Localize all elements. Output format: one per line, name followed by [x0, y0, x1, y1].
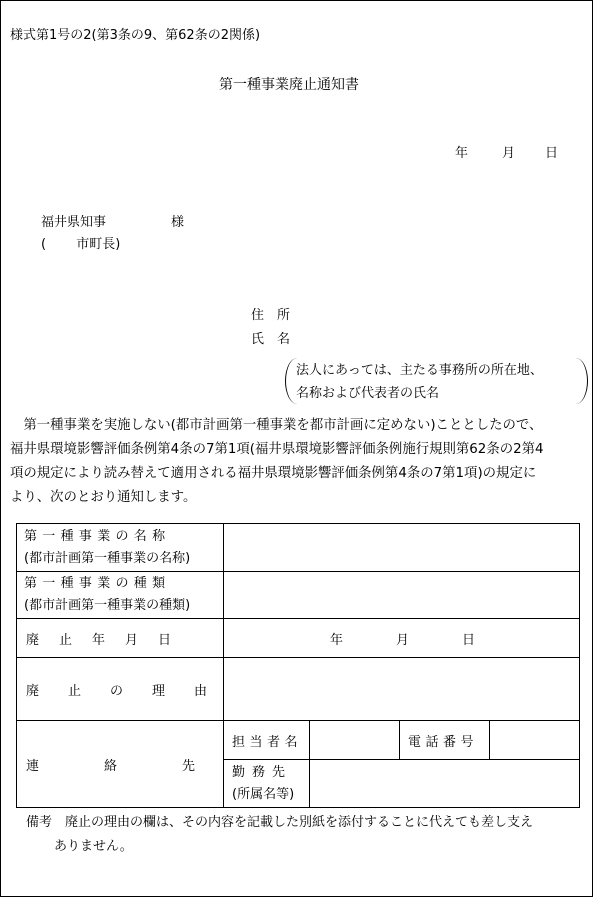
date-month: 月 [502, 146, 516, 161]
address-label: 住 所 [251, 308, 291, 323]
note-line2: 名称および代表者の氏名 [296, 386, 440, 401]
abolition-date-label-text: 廃止年月日 [26, 632, 192, 648]
abolition-date-day: 日 [461, 632, 475, 648]
page-title: 第一種事業廃止通知書 [219, 77, 359, 93]
remarks-line2: ありません。 [54, 839, 133, 854]
remarks-line1: 備考 廃止の理由の欄は、その内容を記載した別紙を添付することに代えても差し支え [26, 815, 534, 830]
project-name-line2: (都市計画第一種事業の名称) [24, 550, 191, 566]
contact-label [17, 721, 261, 808]
body-line: より、次のとおり通知します。 [10, 490, 197, 505]
abolition-reason-value[interactable] [224, 658, 580, 721]
person-in-charge-label: 担当者名 [224, 721, 310, 760]
office-label-line1: 勤務先 [232, 764, 293, 780]
contact-label-text: 連絡先 [26, 758, 261, 774]
body-line: 第一種事業を実施しない(都市計画第一種事業を都市計画に定めない)こととしたので、 [10, 418, 543, 433]
office-label-line2: (所属名等) [232, 786, 295, 802]
body-line: 福井県環境影響評価条例第4条の7第1項(福井県環境影響評価条例施行規則第62条の2第4 [10, 442, 544, 457]
table-row [17, 619, 580, 658]
table-row [17, 524, 580, 572]
project-name-line1: 第一種事業の名称 [24, 528, 171, 544]
addressee-line2: ( 市町長) [41, 237, 121, 252]
addressee-line1: 福井県知事 様 [41, 215, 185, 230]
abolition-date-year: 年 [330, 632, 344, 648]
body-line: 項の規定により読み替えて適用される福井県環境影響評価条例第4条の7第1項)の規定に [10, 466, 537, 481]
note-line1: 法人にあっては、主たる事務所の所在地、 [296, 363, 543, 378]
table-row [17, 721, 580, 760]
project-name-value[interactable] [224, 524, 580, 572]
name-label: 氏 名 [251, 332, 291, 347]
notification-table [16, 523, 580, 808]
office-label [224, 760, 310, 808]
person-in-charge-value[interactable] [310, 721, 400, 760]
date-year: 年 [455, 146, 469, 161]
date-day: 日 [545, 146, 559, 161]
table-row [17, 658, 580, 721]
abolition-reason-label [17, 658, 237, 721]
project-type-line1: 第一種事業の種類 [24, 576, 171, 591]
project-type-label [17, 572, 224, 619]
table-row [17, 572, 580, 619]
abolition-date-value[interactable] [224, 619, 580, 658]
project-type-value[interactable] [224, 572, 580, 619]
project-name-label [17, 524, 224, 572]
abolition-date-month: 月 [395, 632, 409, 648]
form-number: 様式第1号の2(第3条の9、第62条の2関係) [10, 28, 261, 43]
office-value[interactable] [310, 760, 580, 808]
phone-label: 電話番号 [400, 721, 490, 760]
abolition-date-label [17, 619, 224, 658]
abolition-reason-label-text: 廃止の理由 [26, 683, 237, 699]
project-type-line2: (都市計画第一種事業の種類) [24, 598, 191, 613]
phone-value[interactable] [490, 721, 580, 760]
